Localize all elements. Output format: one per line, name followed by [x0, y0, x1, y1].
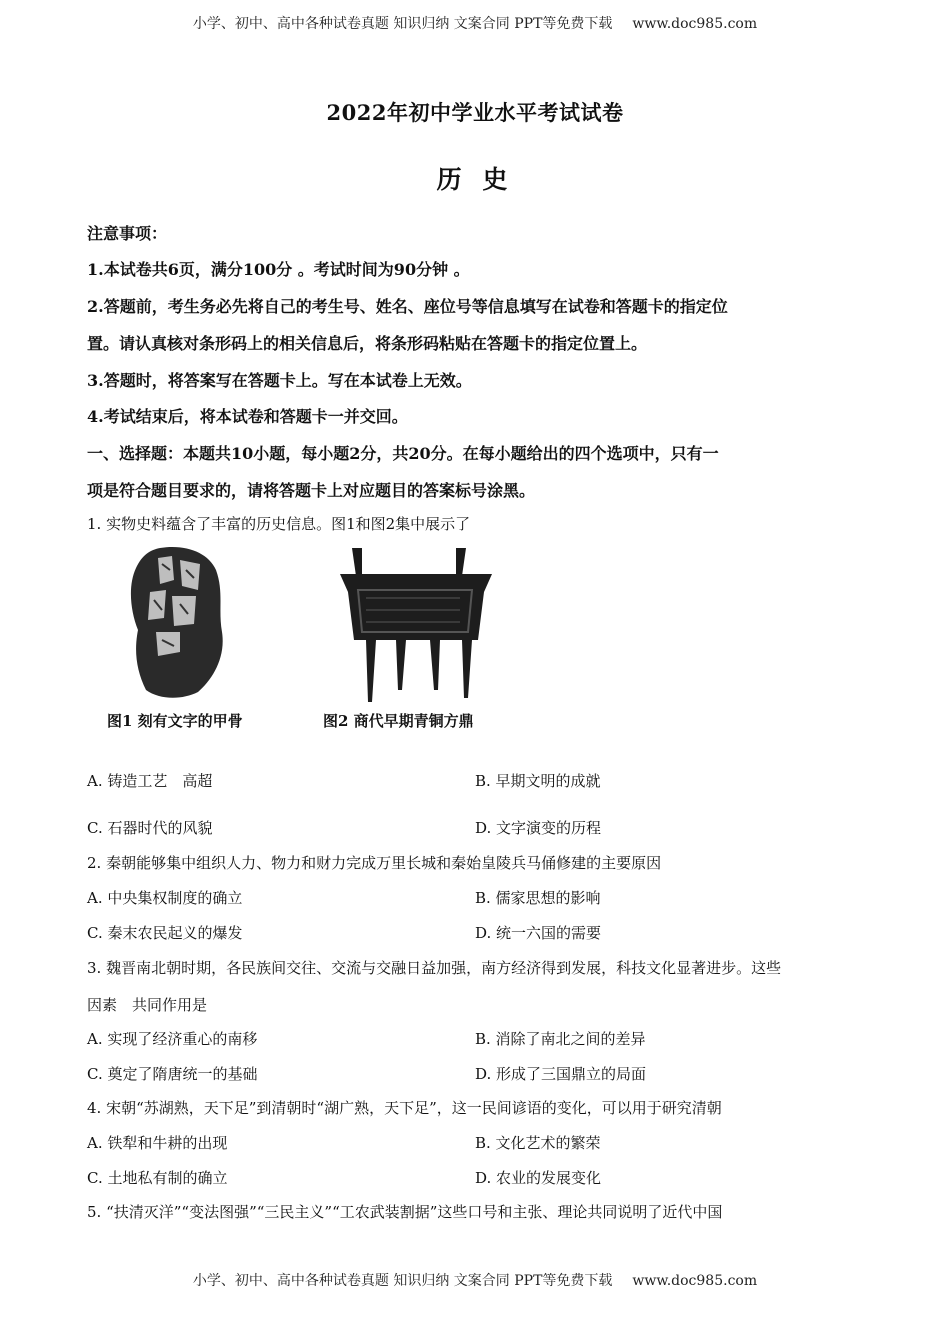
- q1-option-c[interactable]: C. 石器时代的风貌: [87, 819, 213, 837]
- notice-item-2: 2.答题前，考生务必先将自己的考生号、姓名、座位号等信息填写在试卷和答题卡的指定位: [87, 297, 728, 316]
- q4-option-d[interactable]: D. 农业的发展变化: [475, 1169, 602, 1187]
- q3-option-c[interactable]: C. 奠定了隋唐统一的基础: [87, 1065, 258, 1083]
- q3-option-b[interactable]: B. 消除了南北之间的差异: [475, 1030, 646, 1048]
- q4-option-a[interactable]: A. 铁犁和牛耕的出现: [87, 1134, 228, 1152]
- page-footer: [0, 1270, 950, 1290]
- q1-option-d[interactable]: D. 文字演变的历程: [475, 819, 602, 837]
- question-1-stem: 1. 实物史料蕴含了丰富的历史信息。图1和图2集中展示了: [87, 515, 471, 533]
- exam-title: 2022年初中学业水平考试试卷: [326, 100, 624, 125]
- notice-heading: 注意事项：: [87, 224, 168, 243]
- q4-option-b[interactable]: B. 文化艺术的繁荣: [475, 1134, 601, 1152]
- section-instructions-2: 项是符合题目要求的，请将答题卡上对应题目的答案标号涂黑。: [87, 481, 536, 500]
- figure-2-caption: 图2 商代早期青铜方鼎: [323, 712, 474, 730]
- question-4-stem: 4. 宋朝“苏湖熟，天下足”到清朝时“湖广熟，天下足”，这一民间谚语的变化，可以用于研究清朝: [87, 1099, 722, 1117]
- notice-item-3: 3.答题时，将答案写在答题卡上。写在本试卷上无效。: [87, 371, 472, 390]
- notice-item-4: 4.考试结束后，将本试卷和答题卡一并交回。: [87, 407, 408, 426]
- page-header: [0, 13, 950, 33]
- q2-option-b[interactable]: B. 儒家思想的影响: [475, 889, 601, 907]
- footer-text: 小学、初中、高中各种试卷真题 知识归纳 文案合同 PPT等免费下载: [192, 1273, 613, 1289]
- question-3-stem-cont: 因素 共同作用是: [87, 996, 208, 1014]
- q4-option-c[interactable]: C. 土地私有制的确立: [87, 1169, 228, 1187]
- q1-option-b[interactable]: B. 早期文明的成就: [475, 772, 601, 790]
- bronze-ding-image: [340, 548, 492, 702]
- q3-option-d[interactable]: D. 形成了三国鼎立的局面: [475, 1065, 647, 1083]
- q2-option-d[interactable]: D. 统一六国的需要: [475, 924, 602, 942]
- footer-url[interactable]: www.doc985.com: [632, 1273, 758, 1289]
- oracle-bone-image: [131, 547, 223, 698]
- oracle-bone-and-bronze-ding-image: [100, 540, 540, 710]
- notice-item-1: 1.本试卷共6页，满分100分 。考试时间为90分钟 。: [87, 260, 470, 279]
- header-text: 小学、初中、高中各种试卷真题 知识归纳 文案合同 PPT等免费下载: [192, 16, 613, 32]
- notice-item-2-cont: 置。请认真核对条形码上的相关信息后，将条形码粘贴在答题卡的指定位置上。: [87, 334, 648, 353]
- header-url[interactable]: www.doc985.com: [632, 16, 758, 32]
- exam-subject: 历 史: [436, 165, 514, 194]
- question-2-stem: 2. 秦朝能够集中组织人力、物力和财力完成万里长城和秦始皇陵兵马俑修建的主要原因: [87, 854, 662, 872]
- question-3-stem: 3. 魏晋南北朝时期，各民族间交往、交流与交融日益加强，南方经济得到发展，科技文化显著进步。这些: [87, 959, 782, 977]
- q1-option-a[interactable]: A. 铸造工艺 高超: [87, 772, 213, 790]
- q2-option-a[interactable]: A. 中央集权制度的确立: [87, 889, 243, 907]
- question-5-stem: 5. “扶清灭洋”“变法图强”“三民主义”“工农武装割据”这些口号和主张、理论共同说明了近代中国: [87, 1203, 723, 1221]
- q2-option-c[interactable]: C. 秦末农民起义的爆发: [87, 924, 243, 942]
- figure-1-caption: 图1 刻有文字的甲骨: [107, 712, 243, 730]
- q3-option-a[interactable]: A. 实现了经济重心的南移: [87, 1030, 258, 1048]
- section-instructions-1: 一、选择题：本题共10小题，每小题2分，共20分。在每小题给出的四个选项中，只有一: [87, 444, 719, 463]
